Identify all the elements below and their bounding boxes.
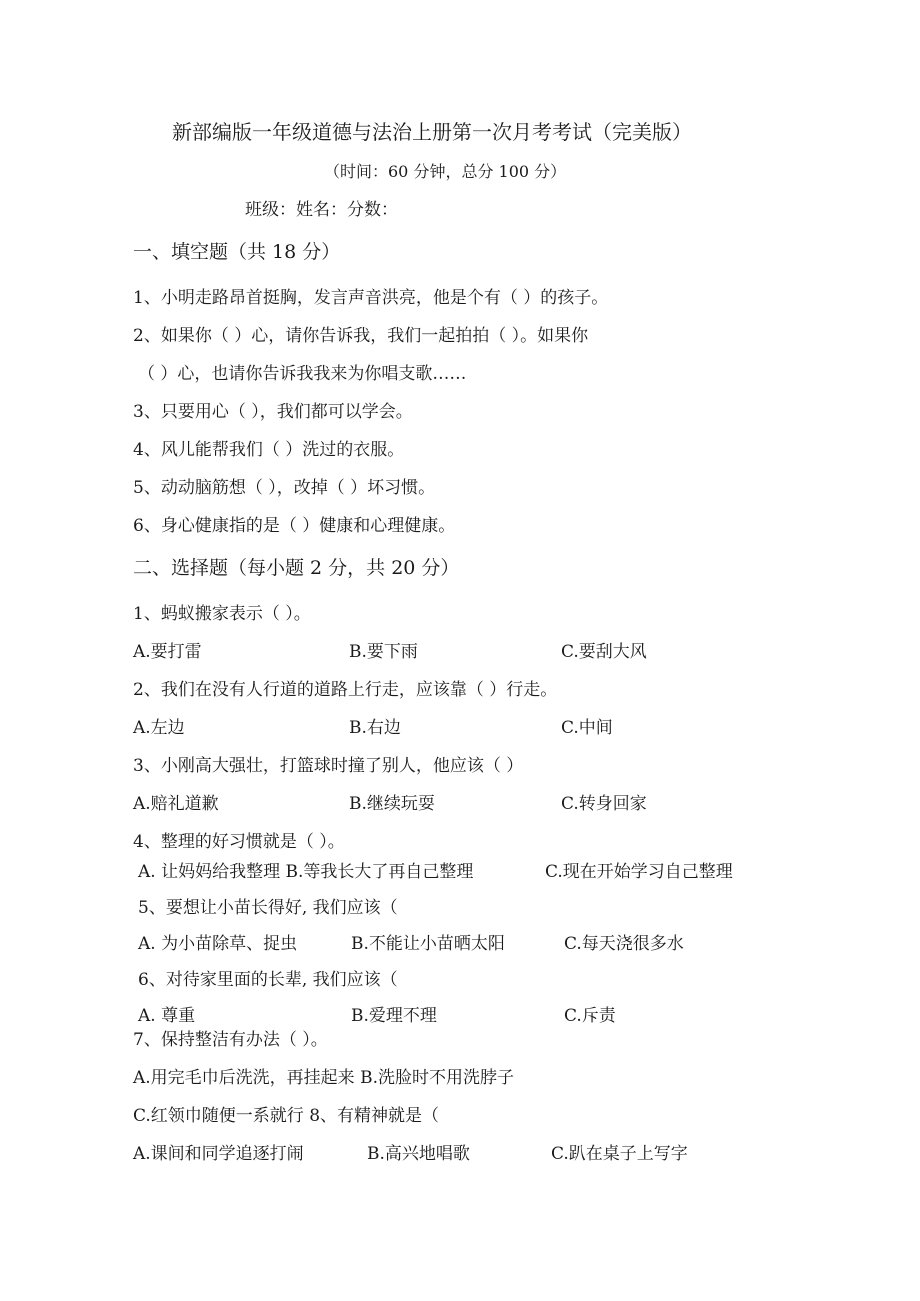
option-a-b: A.用完毛巾后洗洗，再挂起来 B.洗脸时不用洗脖子 xyxy=(133,1068,514,1088)
option-a: A. 尊重 xyxy=(138,1006,196,1026)
exam-subtitle: （时间：60 分钟，总分 100 分） xyxy=(324,162,567,181)
option-c: C.转身回家 xyxy=(561,794,647,814)
option-b: B.继续玩耍 xyxy=(349,794,435,814)
option-b: B.爱理不理 xyxy=(351,1006,437,1026)
section-heading-multiple-choice: 二、选择题（每小题 2 分，共 20 分） xyxy=(133,557,460,579)
option-c: C.现在开始学习自己整理 xyxy=(545,862,733,882)
question-text: 3、小刚高大强壮，打篮球时撞了别人，他应该（ ） xyxy=(133,756,524,776)
question-text: 4、整理的好习惯就是（ ）。 xyxy=(133,832,345,852)
option-c: C.要刮大风 xyxy=(561,642,647,662)
option-c-and-question: C.红领巾随便一系就行 8、有精神就是（ xyxy=(133,1106,440,1126)
question-text: 6、对待家里面的长辈, 我们应该（ xyxy=(138,970,398,990)
question-text: 5、要想让小苗长得好, 我们应该（ xyxy=(138,898,398,918)
option-b: B.要下雨 xyxy=(349,642,418,662)
section-heading-fill-blank: 一、填空题（共 18 分） xyxy=(133,241,341,263)
option-b: B.高兴地唱歌 xyxy=(367,1144,470,1164)
option-c: C.每天浇很多水 xyxy=(564,934,684,954)
option-a: A.课间和同学追逐打闹 xyxy=(133,1144,304,1164)
option-c: C.趴在桌子上写字 xyxy=(551,1144,688,1164)
option-b: B.右边 xyxy=(349,718,401,738)
question-text: 2、如果你（ ）心，请你告诉我，我们一起拍拍（ ）。如果你 xyxy=(133,326,589,346)
option-a: A.赔礼道歉 xyxy=(133,794,219,814)
option-c: C.斥责 xyxy=(564,1006,616,1026)
question-text: 6、身心健康指的是（ ）健康和心理健康。 xyxy=(133,516,456,536)
option-b: B.不能让小苗晒太阳 xyxy=(351,934,505,954)
question-text: 4、风儿能帮我们（ ）洗过的衣服。 xyxy=(133,440,405,460)
question-text: 2、我们在没有人行道的道路上行走，应该靠（ ）行走。 xyxy=(133,680,558,700)
option-a-b: A. 让妈妈给我整理 B.等我长大了再自己整理 xyxy=(138,862,474,882)
question-text: 1、小明走路昂首挺胸，发言声音洪亮，他是个有（ ）的孩子。 xyxy=(133,288,609,308)
question-text-continued: （ ）心，也请你告诉我我来为你唱支歌…… xyxy=(138,364,467,384)
question-text: 3、只要用心（ ），我们都可以学会。 xyxy=(133,402,413,422)
question-text: 5、动动脑筋想（ ），改掉（ ）坏习惯。 xyxy=(133,478,436,498)
option-a: A. 为小苗除草、捉虫 xyxy=(138,934,298,954)
student-info-line: 班级：姓名：分数： xyxy=(245,200,398,220)
option-a: A.要打雷 xyxy=(133,642,202,662)
page-title: 新部编版一年级道德与法治上册第一次月考考试（完美版） xyxy=(172,120,692,144)
option-c: C.中间 xyxy=(561,718,613,738)
question-text: 1、蚂蚁搬家表示（ ）。 xyxy=(133,604,311,624)
option-a: A.左边 xyxy=(133,718,185,738)
question-text: 7、保持整洁有办法（ ）。 xyxy=(133,1030,328,1050)
